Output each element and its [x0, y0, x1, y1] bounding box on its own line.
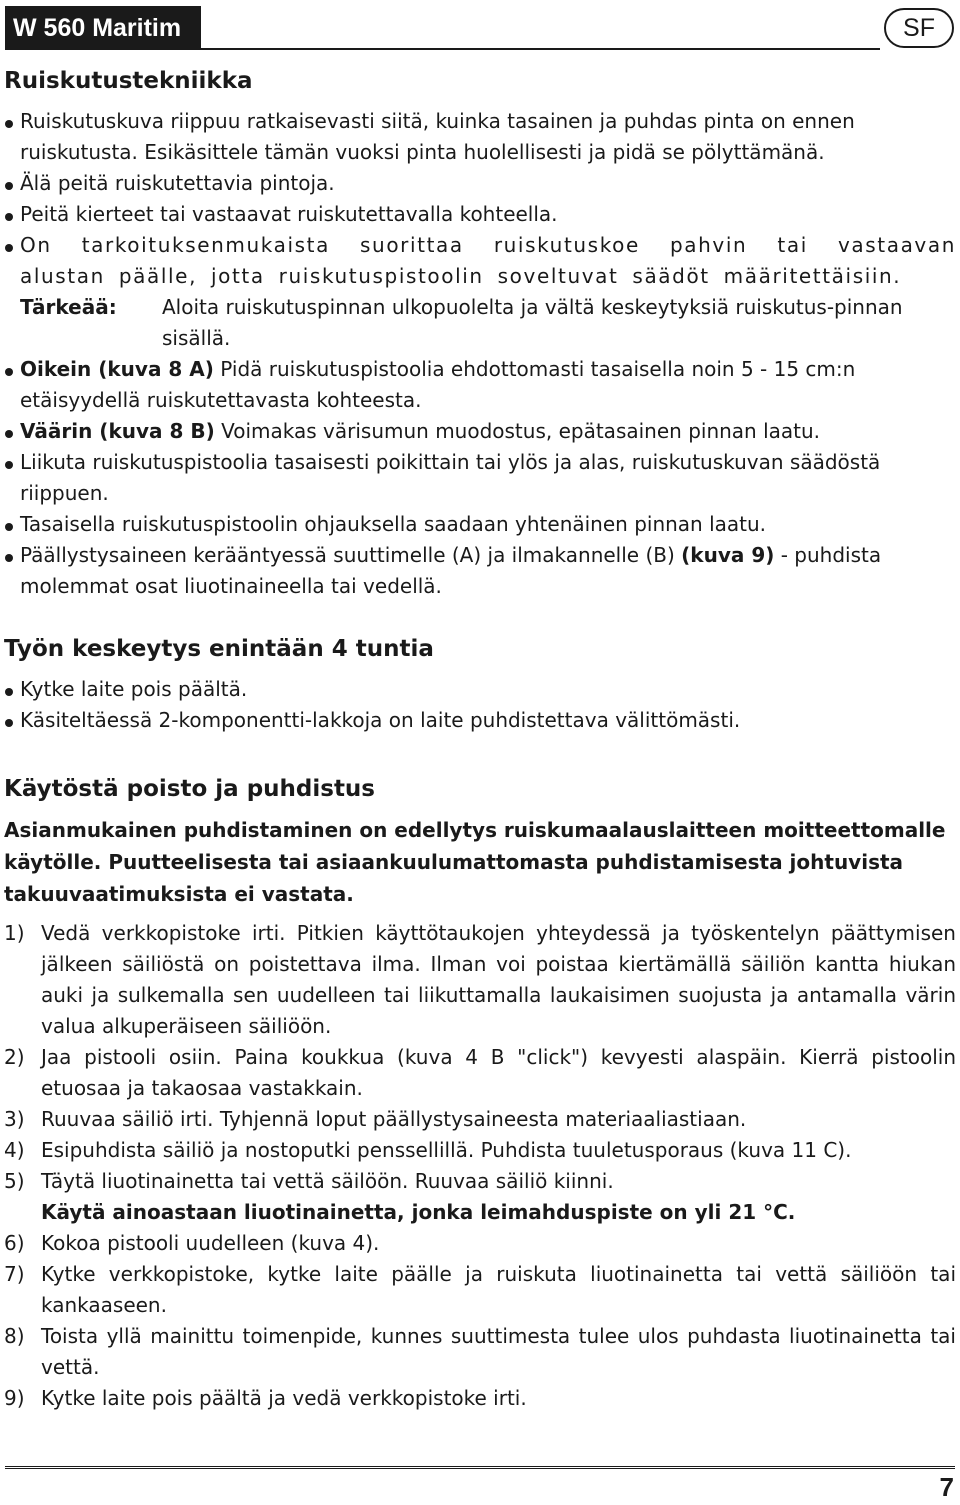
page-content	[4, 66, 956, 1414]
list-item: Peitä kierteet tai vastaavat ruiskutettavalla kohteella.	[4, 199, 956, 230]
step-item	[4, 1321, 956, 1383]
step-number: 6)	[4, 1231, 25, 1255]
list-item: Käsiteltäessä 2-komponentti-lakkoja on laite puhdistettava välittömästi.	[4, 705, 956, 736]
step-number: 7)	[4, 1262, 25, 1286]
step-text: Ruuvaa säiliö irti. Tyhjennä loput päällystysaineesta materiaaliastiaan.	[41, 1107, 747, 1131]
step-text: Täytä liuotinainetta tai vettä säilöön. Ruuvaa säiliö kiinni.	[41, 1169, 614, 1193]
bullet-icon	[5, 430, 13, 438]
step-text: Kokoa pistooli uudelleen (kuva 4).	[41, 1231, 380, 1255]
bullet-list	[4, 674, 956, 736]
bullet-icon	[5, 719, 13, 727]
bullet-icon	[5, 461, 13, 469]
step-number: 1)	[4, 921, 25, 945]
section-intro: Asianmukainen puhdistaminen on edellytys ruiskumaalauslaitteen moitteettomalle käytölle. Puutteelisesta tai asiaankuulumattomasta puhdistamisesta johtuvista takuuvaatimuksista ei vastata.	[4, 818, 946, 906]
bullet-icon	[5, 523, 13, 531]
steps-list	[4, 918, 956, 1414]
bullet-list	[4, 354, 956, 602]
step-item	[4, 1259, 956, 1321]
note-label: Tärkeää:	[20, 295, 117, 319]
step-number: 2)	[4, 1045, 25, 1069]
step-number: 4)	[4, 1138, 25, 1162]
step-warning: Käytä ainoastaan liuotinainetta, jonka leimahduspiste on yli 21 °C.	[41, 1200, 796, 1224]
list-item: Tasaisella ruiskutuspistoolin ohjauksella saadaan yhtenäinen pinnan laatu.	[4, 509, 956, 540]
step-text: Vedä verkkopistoke irti. Pitkien käyttötaukojen yhteydessä ja työskentelyn päättymisen jälkeen säiliöstä on poistettava ilma. Ilman voi poistaa kiertämällä säiliön kantta hiukan auki ja sulkemalla sen uudelleen tai liikuttamalla laukaisimen suojusta ja antamalla värin valua alkuperäiseen säiliöön.	[41, 921, 956, 1038]
step-number: 3)	[4, 1107, 25, 1131]
bullet-icon	[5, 182, 13, 190]
bullet-icon	[5, 688, 13, 696]
step-item	[4, 1104, 956, 1135]
step-text: Kytke verkkopistoke, kytke laite päälle ja ruiskuta liuotinainetta tai vettä säiliöön tai kankaaseen.	[41, 1262, 956, 1317]
bullet-icon	[5, 213, 13, 221]
important-note	[20, 292, 956, 354]
section-heading: Työn keskeytys enintään 4 tuntia	[4, 636, 434, 662]
header-rule	[201, 48, 880, 50]
page-header	[5, 6, 954, 50]
step-text: Jaa pistooli osiin. Paina koukkua (kuva 4 B "click") kevyesti alaspäin. Kierrä pistoolin etuosaa ja takaosaa vastakkain.	[41, 1045, 956, 1100]
bullet-icon	[5, 554, 13, 562]
page-number: 7	[939, 1472, 954, 1502]
step-item	[4, 918, 956, 1042]
step-item	[4, 1383, 956, 1414]
step-item	[4, 1042, 956, 1104]
step-text: Esipuhdista säiliö ja nostoputki penssellillä. Puhdista tuuletusporaus (kuva 11 C).	[41, 1138, 852, 1162]
step-text: Toista yllä mainittu toimenpide, kunnes suuttimesta tulee ulos puhdasta liuotinainetta tai vettä.	[41, 1324, 956, 1379]
step-item	[4, 1228, 956, 1259]
list-item: Väärin (kuva 8 B) Voimakas värisumun muodostus, epätasainen pinnan laatu.	[4, 416, 956, 447]
step-item	[4, 1166, 956, 1228]
language-badge: SF	[884, 8, 954, 48]
note-text: Aloita ruiskutuspinnan ulkopuolelta ja vältä keskeytyksiä ruiskutus-pinnan sisällä.	[162, 295, 903, 350]
list-item: Älä peitä ruiskutettavia pintoja.	[4, 168, 956, 199]
section-heading: Ruiskutustekniikka	[4, 68, 253, 94]
list-item: Liikuta ruiskutuspistoolia tasaisesti poikittain tai ylös ja alas, ruiskutuskuvan säädöstä riippuen.	[4, 447, 956, 509]
bullet-icon	[5, 244, 13, 252]
list-item: Oikein (kuva 8 A) Pidä ruiskutuspistoolia ehdottomasti tasaisella noin 5 - 15 cm:n etäisyydellä ruiskutettavasta kohteesta.	[4, 354, 956, 416]
section-work-interruption	[4, 634, 956, 736]
step-text: Kytke laite pois päältä ja vedä verkkopistoke irti.	[41, 1386, 527, 1410]
bullet-icon	[5, 368, 13, 376]
bullet-list	[4, 106, 956, 292]
section-spray-technique	[4, 66, 956, 602]
step-number: 5)	[4, 1169, 25, 1193]
step-item	[4, 1135, 956, 1166]
list-item: Ruiskutuskuva riippuu ratkaisevasti siitä, kuinka tasainen ja puhdas pinta on ennen ruiskutusta. Esikäsittele tämän vuoksi pinta huolellisesti ja pidä se pölyttämänä.	[4, 106, 956, 168]
list-item: Kytke laite pois päältä.	[4, 674, 956, 705]
footer-rule	[5, 1466, 955, 1469]
list-item: On tarkoituksenmukaista suorittaa ruiskutuskoe pahvin tai vastaavan alustan päälle, jotta ruiskutuspistoolin soveltuvat säädöt määritettäisiin.	[4, 230, 956, 292]
section-heading: Käytöstä poisto ja puhdistus	[4, 776, 375, 802]
section-decommission-cleaning	[4, 774, 956, 1414]
step-number: 8)	[4, 1324, 25, 1348]
bullet-icon	[5, 120, 13, 128]
step-number: 9)	[4, 1386, 25, 1410]
list-item: Päällystysaineen kerääntyessä suuttimelle (A) ja ilmakannelle (B) (kuva 9) - puhdista molemmat osat liuotinaineella tai vedellä.	[4, 540, 956, 602]
document-title: W 560 Maritim	[5, 6, 201, 50]
